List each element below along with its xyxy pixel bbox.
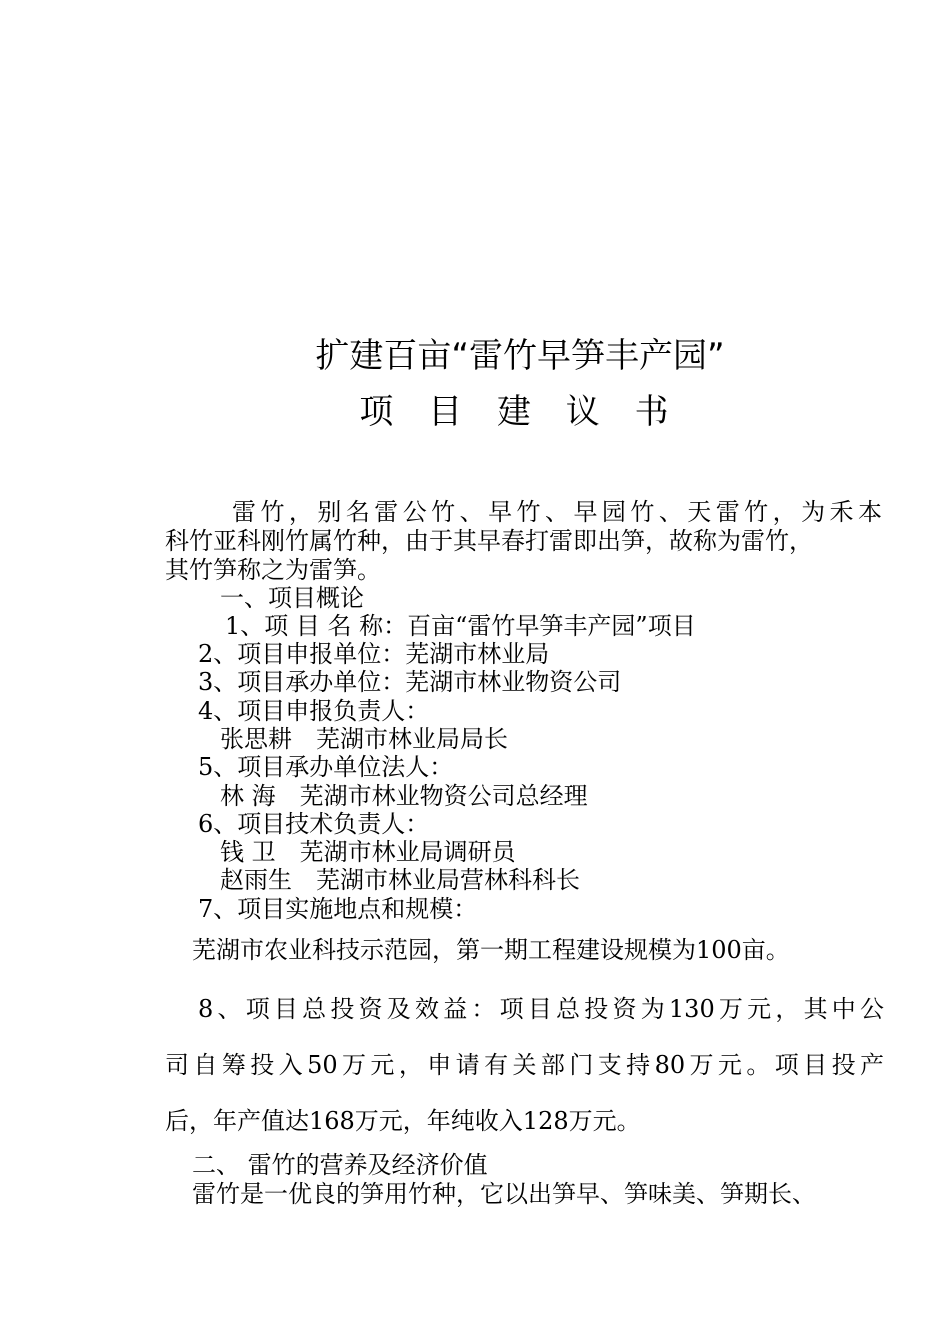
location-scale-text: 芜湖市农业科技示范园，第一期工程建设规模为100亩。: [192, 936, 790, 964]
intro-line-1: 雷竹，别名雷公竹、早竹、早园竹、天雷竹，为禾本: [232, 498, 882, 526]
section-heading-1: 一、项目概论: [220, 584, 364, 612]
item-legal-person-name: 林 海 芜湖市林业物资公司总经理: [220, 782, 588, 810]
section2-paragraph: [192, 1180, 816, 1208]
investment-line-1: 8、项目总投资及效益：项目总投资为130万元，其中公: [198, 995, 884, 1023]
investment-line-2: 司自筹投入50万元，申请有关部门支持80万元。项目投产: [165, 1051, 884, 1079]
item-location-scale: 7、项目实施地点和规模：: [198, 895, 478, 923]
item-undertaker: 3、项目承办单位：芜湖市林业物资公司: [198, 668, 622, 696]
investment-line-3: 后，年产值达168万元，年纯收入128万元。: [165, 1107, 641, 1135]
item-technical-lead: 6、项目技术负责人：: [198, 810, 430, 838]
section2-paragraph-start: 雷竹是一优良的笋用竹种，: [192, 1180, 480, 1208]
intro-line-2: 科竹亚科刚竹属竹种，由于其早春打雷即出笋，故称为雷竹，: [165, 527, 813, 555]
item-technical-lead-name-1: 钱 卫 芜湖市林业局调研员: [220, 838, 516, 866]
item-applicant-head-name: 张思耕 芜湖市林业局局长: [220, 725, 508, 753]
document-subtitle: 项 目 建 议 书: [359, 392, 681, 432]
section-heading-2: 二、 雷竹的营养及经济价值: [192, 1151, 488, 1179]
intro-line-3: 其竹笋称之为雷笋。: [165, 556, 381, 584]
item-applicant: 2、项目申报单位：芜湖市林业局: [198, 640, 550, 668]
item-legal-person: 5、项目承办单位法人：: [198, 753, 454, 781]
item-technical-lead-name-2: 赵雨生 芜湖市林业局营林科科长: [220, 866, 580, 894]
section2-paragraph-emphasis: 它以出笋早、笋味美、笋期长、: [480, 1180, 816, 1208]
item-project-name: 1、项 目 名 称：百亩“雷竹早笋丰产园”项目: [225, 612, 696, 640]
item-applicant-head: 4、项目申报负责人：: [198, 697, 430, 725]
document-title: 扩建百亩“雷竹早笋丰产园”: [315, 336, 725, 376]
